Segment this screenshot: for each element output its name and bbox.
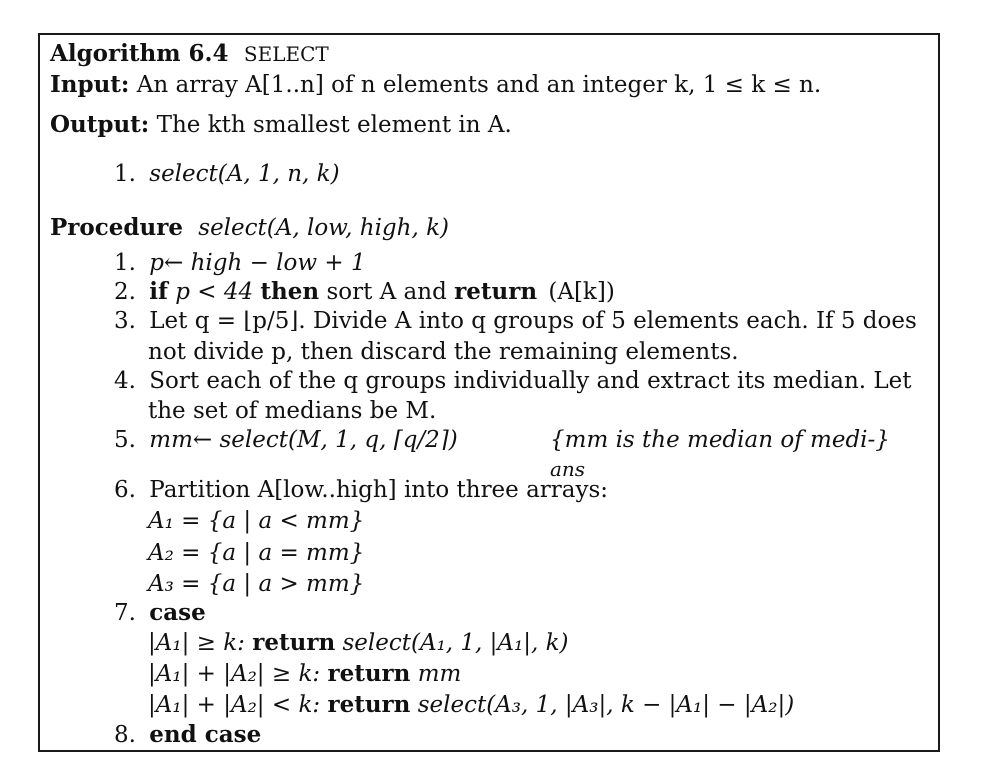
- array-a3: A₃ = {a | a > mm}: [148, 571, 365, 597]
- algorithm-name: SELECT: [243, 42, 329, 66]
- procedure-line: [50, 214, 449, 242]
- step-text: mm← select(M, 1, q, ⌈q/2⌉): [149, 427, 458, 453]
- keyword-return: return: [327, 660, 411, 687]
- keyword-end-case: end case: [149, 721, 262, 748]
- step-number: 5.: [114, 427, 136, 453]
- algorithm-header: [50, 40, 329, 68]
- return-value: select(A₃, 1, |A₃|, k − |A₁| − |A₂|): [417, 692, 795, 718]
- return-value: mm: [417, 661, 462, 687]
- step-number: 6.: [114, 477, 136, 503]
- keyword-if: if: [149, 278, 168, 305]
- return-value: (A[k]): [548, 279, 615, 305]
- keyword-return: return: [252, 629, 336, 656]
- keyword-case: case: [149, 599, 206, 626]
- case-condition: |A₁| + |A₂| < k:: [148, 692, 321, 718]
- step-7: [114, 599, 206, 627]
- step-text: Partition A[low..high] into three arrays:: [149, 477, 609, 503]
- case-1: [148, 629, 569, 657]
- main-step-1: [114, 160, 340, 188]
- input-text: An array A[1..n] of n elements and an integer k, 1 ≤ k ≤ n.: [136, 72, 822, 98]
- step-6: [114, 476, 608, 504]
- step-number: 3.: [114, 308, 136, 334]
- step-text-line-2: not divide p, then discard the remaining elements.: [148, 339, 739, 365]
- keyword-return: return: [454, 278, 538, 305]
- case-condition: |A₁| + |A₂| ≥ k:: [148, 661, 321, 687]
- array-a1: A₁ = {a | a < mm}: [148, 508, 365, 534]
- keyword-return: return: [327, 691, 411, 718]
- step-text: sort A and: [326, 279, 447, 305]
- output-label: Output:: [50, 111, 150, 138]
- array-a2: A₂ = {a | a = mm}: [148, 540, 365, 566]
- step-number: 4.: [114, 368, 136, 394]
- step-text-line-1: Sort each of the q groups individually and extract its median. Let: [149, 368, 912, 394]
- algorithm-box: [38, 33, 940, 752]
- step-text: p← high − low + 1: [149, 250, 366, 276]
- step-8: [114, 721, 261, 749]
- step-5-comment: {mm is the median of medi-}: [550, 427, 890, 453]
- step-number: 8.: [114, 722, 136, 748]
- algorithm-title: Algorithm 6.4: [50, 40, 229, 67]
- input-line: [50, 71, 821, 99]
- condition: p < 44: [175, 279, 254, 305]
- input-label: Input:: [50, 71, 130, 98]
- step-4: [114, 367, 912, 395]
- step-number: 2.: [114, 279, 136, 305]
- procedure-label: Procedure: [50, 214, 183, 241]
- step-3-cont: [148, 338, 739, 366]
- step-text-line-1: Let q = ⌊p/5⌋. Divide A into q groups of 5 elements each. If 5 does: [149, 308, 917, 334]
- step-text: select(A, 1, n, k): [149, 161, 340, 187]
- step-number: 7.: [114, 600, 136, 626]
- procedure-signature: select(A, low, high, k): [198, 215, 449, 241]
- output-line: [50, 111, 512, 139]
- step-2: [114, 278, 615, 306]
- step-1: [114, 249, 366, 277]
- step-number: 1.: [114, 161, 136, 187]
- step-5: [114, 426, 458, 454]
- keyword-then: then: [260, 278, 320, 305]
- case-3: [148, 691, 794, 719]
- step-5-comment-cont: ans: [550, 457, 586, 481]
- case-condition: |A₁| ≥ k:: [148, 630, 245, 656]
- step-number: 1.: [114, 250, 136, 276]
- case-2: [148, 660, 461, 688]
- return-value: select(A₁, 1, |A₁|, k): [342, 630, 569, 656]
- step-text-line-2: the set of medians be M.: [148, 398, 437, 424]
- output-text: The kth smallest element in A.: [156, 112, 512, 138]
- step-4-cont: [148, 397, 436, 425]
- step-3: [114, 307, 917, 335]
